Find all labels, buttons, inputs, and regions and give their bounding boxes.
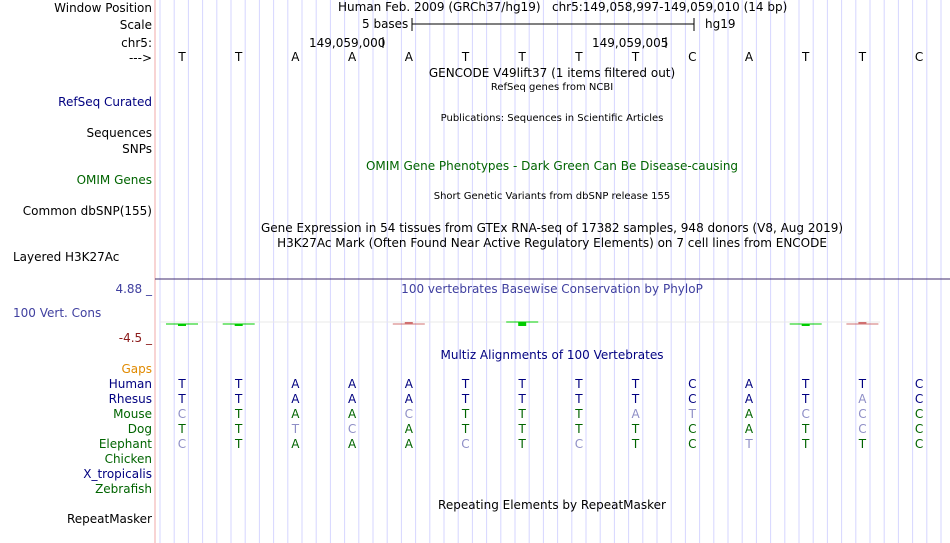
alignment-base: A xyxy=(858,392,867,406)
reference-base: T xyxy=(178,50,186,64)
alignment-base: T xyxy=(802,437,810,451)
omim-genes-label[interactable]: OMIM Genes xyxy=(76,173,152,187)
alignment-base: A xyxy=(347,437,357,451)
alignment-base: T xyxy=(575,407,583,421)
alignment-base: A xyxy=(291,407,300,421)
assembly-title xyxy=(338,0,787,14)
alignment-base: T xyxy=(461,377,470,391)
alignment-base: T xyxy=(858,437,867,451)
phylop-title[interactable]: 100 vertebrates Basewise Conservation by PhyloP xyxy=(401,282,703,296)
position-text: chr5:149,058,997-149,059,010 (14 bp) xyxy=(551,0,788,14)
alignment-base: T xyxy=(518,392,526,406)
strand-label: ---> xyxy=(128,51,152,65)
reference-base: A xyxy=(291,50,300,64)
reference-base: T xyxy=(575,50,583,64)
alignment-base: T xyxy=(802,392,810,406)
refseq-curated-label[interactable]: RefSeq Curated xyxy=(58,95,152,109)
reference-base: A xyxy=(744,50,754,64)
alignment-base: T xyxy=(235,392,243,406)
alignment-base: T xyxy=(631,437,640,451)
alignment-base: T xyxy=(461,392,470,406)
alignment-base: A xyxy=(744,407,754,421)
alignment-base: T xyxy=(461,422,470,436)
alignment-base: A xyxy=(347,377,357,391)
sequences-label[interactable]: Sequences xyxy=(86,126,152,140)
publications-subtitle: Publications: Sequences in Scientific Articles xyxy=(440,113,664,124)
scale-label: Scale xyxy=(119,18,152,32)
species-label[interactable]: Mouse xyxy=(113,407,152,421)
phylop-min-label: -4.5 _ xyxy=(118,331,152,345)
h3k27ac-title[interactable]: H3K27Ac Mark (Often Found Near Active Regulatory Elements) on 7 cell lines from ENCODE xyxy=(277,236,827,250)
alignment-base: A xyxy=(291,377,300,391)
gaps-label[interactable]: Gaps xyxy=(121,362,152,376)
alignment-base: C xyxy=(688,437,697,451)
alignment-base: T xyxy=(178,392,186,406)
alignment-base: A xyxy=(347,392,357,406)
reference-base: C xyxy=(688,50,697,64)
alignment-base: T xyxy=(858,377,867,391)
snps-label[interactable]: SNPs xyxy=(122,142,152,156)
reference-base: T xyxy=(235,50,243,64)
alignment-base: A xyxy=(631,407,640,421)
alignment-base: A xyxy=(744,392,754,406)
reference-base: A xyxy=(347,50,357,64)
alignment-base: C xyxy=(914,377,924,391)
chrom-label: chr5: xyxy=(121,36,152,50)
alignment-base: T xyxy=(518,377,526,391)
repeatmasker-title[interactable]: Repeating Elements by RepeatMasker xyxy=(438,498,666,512)
alignment-base: T xyxy=(745,437,753,451)
alignment-base: T xyxy=(235,422,243,436)
alignment-base: A xyxy=(744,422,754,436)
alignment-base: C xyxy=(914,392,924,406)
alignment-base: C xyxy=(347,422,357,436)
alignment-base: C xyxy=(461,437,470,451)
h3k27ac-label[interactable]: Layered H3K27Ac xyxy=(13,250,120,264)
alignment-base: A xyxy=(347,407,357,421)
refseq-subtitle: RefSeq genes from NCBI xyxy=(490,82,614,93)
window-position-label: Window Position xyxy=(54,1,152,15)
alignment-base: A xyxy=(404,392,413,406)
omim-title[interactable]: OMIM Gene Phenotypes - Dark Green Can Be Disease-causing xyxy=(365,159,739,173)
species-label[interactable]: Elephant xyxy=(98,437,152,451)
scale-text: 5 bases xyxy=(362,17,409,31)
alignment-base: T xyxy=(802,422,810,436)
alignment-base: T xyxy=(631,392,640,406)
alignment-base: C xyxy=(858,422,867,436)
alignment-base: C xyxy=(914,407,924,421)
repeatmasker-label[interactable]: RepeatMasker xyxy=(66,512,152,526)
phylop-max-label: 4.88 _ xyxy=(115,282,152,296)
alignment-base: C xyxy=(914,422,924,436)
alignment-base: T xyxy=(802,377,810,391)
multiz-title[interactable]: Multiz Alignments of 100 Vertebrates xyxy=(440,348,664,362)
alignment-base: C xyxy=(801,407,810,421)
alignment-base: C xyxy=(404,407,413,421)
alignment-base: T xyxy=(461,407,470,421)
gtex-title[interactable]: Gene Expression in 54 tissues from GTEx RNA-seq of 17382 samples, 948 donors (V8, Aug 2019) xyxy=(260,221,844,235)
reference-base: C xyxy=(914,50,924,64)
alignment-base: T xyxy=(518,437,526,451)
alignment-base: T xyxy=(575,422,583,436)
alignment-base: T xyxy=(178,377,186,391)
alignment-base: A xyxy=(404,437,413,451)
reference-base: T xyxy=(518,50,526,64)
alignment-base: A xyxy=(291,392,300,406)
coord-label-1: 149,059,000 xyxy=(309,36,386,50)
reference-base: T xyxy=(802,50,810,64)
reference-base: T xyxy=(461,50,470,64)
alignment-base: T xyxy=(631,422,640,436)
alignment-base: T xyxy=(575,377,583,391)
alignment-base: T xyxy=(518,422,526,436)
alignment-base: A xyxy=(404,377,413,391)
alignment-base: A xyxy=(291,437,300,451)
dbsnp-label[interactable]: Common dbSNP(155) xyxy=(22,204,152,218)
phylop-bar xyxy=(518,322,526,326)
species-label[interactable]: Human xyxy=(108,377,152,391)
reference-base: T xyxy=(631,50,640,64)
alignment-base: C xyxy=(574,437,584,451)
dbsnp-subtitle: Short Genetic Variants from dbSNP release 155 xyxy=(433,191,671,202)
alignment-base: C xyxy=(177,437,187,451)
alignment-base: T xyxy=(688,407,696,421)
assembly-name: Human Feb. 2009 (GRCh37/hg19) xyxy=(338,0,541,14)
phylop-track-label[interactable]: 100 Vert. Cons xyxy=(13,306,102,320)
alignment-base: T xyxy=(178,422,186,436)
alignment-base: C xyxy=(177,407,187,421)
alignment-base: C xyxy=(858,407,867,421)
alignment-base: C xyxy=(688,392,697,406)
reference-base: A xyxy=(404,50,413,64)
gencode-title[interactable]: GENCODE V49lift37 (1 items filtered out) xyxy=(428,66,676,80)
alignment-base: T xyxy=(235,407,243,421)
species-label[interactable]: Chicken xyxy=(104,452,152,466)
alignment-base: T xyxy=(235,377,243,391)
alignment-base: A xyxy=(404,422,413,436)
coord-label-2: 149,059,005 xyxy=(592,36,669,50)
species-label[interactable]: Rhesus xyxy=(108,392,152,406)
alignment-base: T xyxy=(631,377,640,391)
alignment-base: T xyxy=(235,437,243,451)
scale-db: hg19 xyxy=(705,17,736,31)
alignment-base: T xyxy=(575,392,583,406)
alignment-base: C xyxy=(914,437,924,451)
alignment-base: T xyxy=(518,407,526,421)
alignment-base: C xyxy=(688,422,697,436)
alignment-base: T xyxy=(291,422,300,436)
alignment-base: A xyxy=(744,377,754,391)
species-label[interactable]: Dog xyxy=(127,422,152,436)
species-label[interactable]: X_tropicalis xyxy=(83,467,152,481)
reference-base: T xyxy=(858,50,867,64)
alignment-base: C xyxy=(688,377,697,391)
species-label[interactable]: Zebrafish xyxy=(95,482,152,496)
